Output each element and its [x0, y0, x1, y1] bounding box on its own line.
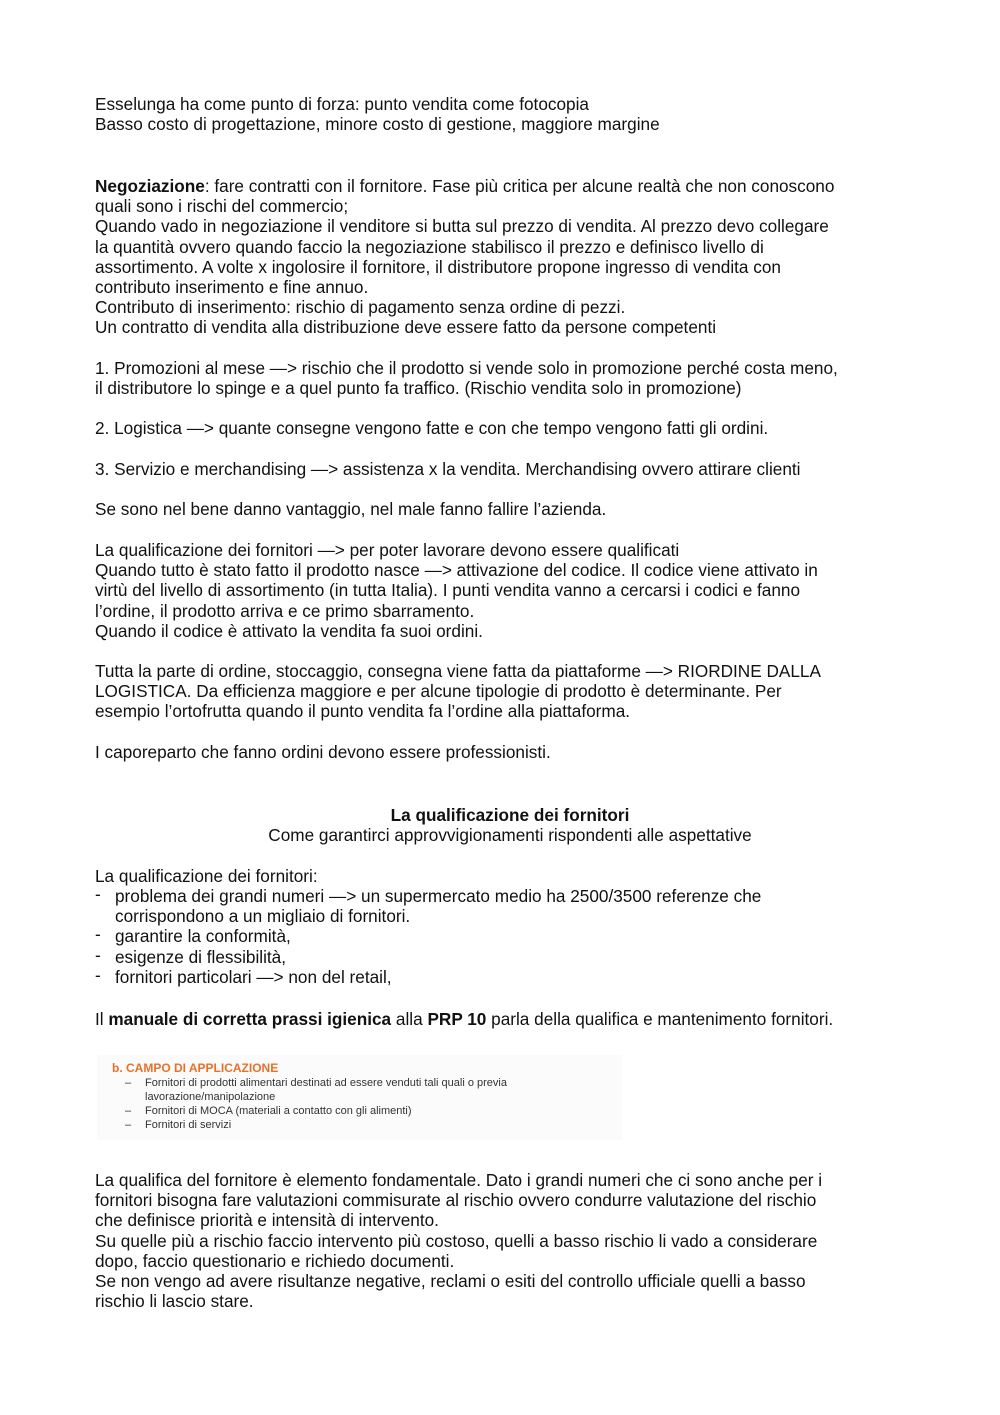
text-line: 3. Servizio e merchandising —> assistenza x la vendita. Merchandising ovvero attirare clienti [95, 459, 801, 479]
closing-paragraph [95, 1170, 925, 1311]
conclusion-paragraph [95, 499, 925, 519]
dash-bullet: – [125, 1077, 132, 1089]
manual-paragraph [95, 1009, 925, 1029]
text-line: esempio l’ortofrutta quando il punto vendita fa l’ordine alla piattaforma. [95, 701, 631, 722]
text-line: Se non vengo ad avere risultanze negative, reclami o esiti del controllo ufficiale quelli a basso [95, 1271, 806, 1292]
text-line: Un contratto di vendita alla distribuzione deve essere fatto da persone competenti [95, 317, 717, 338]
text-line: dopo, faccio questionario e richiedo documenti. [95, 1250, 455, 1271]
text-line: Tutta la parte di ordine, stoccaggio, consegna viene fatta da piattaforme —> RIORDINE DALLA [95, 661, 821, 681]
campo-applicazione-figure [97, 1055, 622, 1140]
intro-paragraph [95, 94, 925, 134]
negoziazione-paragraph [95, 176, 925, 338]
text-line: quali sono i rischi del commercio; [95, 196, 349, 217]
capo-paragraph [95, 742, 925, 762]
dash-bullet: – [125, 1119, 132, 1131]
text-line: l’ordine, il prodotto arriva e ce primo sbarramento. [95, 600, 475, 621]
text-line: esigenze di flessibilità, [115, 946, 287, 967]
text-line: Esselunga ha come punto di forza: punto vendita come fotocopia [95, 94, 589, 114]
negoziazione-definition: : fare contratti con il fornitore. Fase più critica per alcune realtà che non conoscono [204, 176, 835, 196]
dash-bullet: - [95, 924, 101, 945]
text-line: Il manuale di corretta prassi igienica alla PRP 10 parla della qualifica e mantenimento fornitori. [95, 1009, 834, 1029]
list-item [95, 944, 925, 967]
text-line: La qualificazione dei fornitori —> per poter lavorare devono essere qualificati [95, 540, 680, 560]
manual-name: manuale di corretta prassi igienica [108, 1009, 392, 1029]
text-line: Se sono nel bene danno vantaggio, nel male fanno fallire l’azienda. [95, 499, 607, 519]
qualification-list [95, 886, 925, 987]
text-line: virtù del livello di assortimento (in tutta Italia). I punti vendita vanno a cercarsi i codici e fanno [95, 580, 801, 601]
text-line: garantire la conformità, [115, 926, 291, 947]
ordine-paragraph [95, 661, 925, 722]
qualificazione-paragraph [95, 540, 925, 641]
figure-item-continuation: lavorazione/manipolazione [145, 1091, 276, 1103]
dash-bullet: - [95, 884, 101, 904]
text-line: problema dei grandi numeri —> un supermercato medio ha 2500/3500 referenze che [115, 886, 762, 906]
point-1-paragraph [95, 358, 925, 398]
text-line: 2. Logistica —> quante consegne vengono fatte e con che tempo vengono fatti gli ordini. [95, 418, 769, 438]
figure-item: – Fornitori di prodotti alimentari destinati ad essere venduti tali quali o previa [125, 1077, 507, 1089]
text-line: LOGISTICA. Da efficienza maggiore e per alcune tipologie di prodotto è determinante. Per [95, 681, 782, 702]
prp-reference: PRP 10 [427, 1009, 487, 1029]
text-line: Quando tutto è stato fatto il prodotto nasce —> attivazione del codice. Il codice viene attivato in [95, 560, 818, 581]
text-line: assortimento. A volte x ingolosire il fornitore, il distributore propone ingresso di vendita con [95, 256, 781, 277]
figure-item: – Fornitori di MOCA (materiali a contatto con gli alimenti) [125, 1105, 412, 1117]
text-line: contributo inserimento e fine annuo. [95, 277, 369, 298]
text-line: Basso costo di progettazione, minore costo di gestione, maggiore margine [95, 114, 660, 135]
list-item [95, 886, 925, 926]
point-3-paragraph [95, 459, 925, 479]
text-line: Contributo di inserimento: rischio di pagamento senza ordine di pezzi. [95, 297, 626, 318]
text-line: il distributore lo spinge e a quel punto fa traffico. (Rischio vendita solo in promozione) [95, 378, 742, 399]
dash-bullet: – [125, 1105, 132, 1117]
point-2-paragraph [95, 418, 925, 438]
text-line: La qualificazione dei fornitori: [95, 866, 318, 886]
text-line [95, 176, 925, 196]
section-subtitle: Come garantirci approvvigionamenti rispondenti alle aspettative [268, 825, 752, 846]
text-line: I caporeparto che fanno ordini devono essere professionisti. [95, 742, 551, 762]
text-line: che definisce priorità e intensità di intervento. [95, 1210, 439, 1231]
list-item [95, 926, 925, 946]
text-line: 1. Promozioni al mese —> rischio che il prodotto si vende solo in promozione perché costa meno, [95, 358, 838, 378]
section-heading [95, 805, 925, 845]
text-line: fornitori particolari —> non del retail, [115, 966, 392, 987]
text-line: fornitori bisogna fare valutazioni commisurate al rischio ovvero condurre valutazione del rischio [95, 1190, 817, 1211]
figure-title: b. CAMPO DI APPLICAZIONE [112, 1061, 279, 1075]
dash-bullet: - [95, 944, 101, 965]
text-line: corrispondono a un migliaio di fornitori. [115, 906, 411, 927]
negoziazione-term: Negoziazione [95, 176, 205, 196]
text-line: Quando il codice è attivato la vendita fa suoi ordini. [95, 620, 483, 641]
section-title: La qualificazione dei fornitori [390, 805, 630, 825]
text-line: Quando vado in negoziazione il venditore si butta sul prezzo di vendita. Al prezzo devo collegare [95, 216, 829, 237]
figure-item: – Fornitori di servizi [125, 1119, 232, 1131]
dash-bullet: - [95, 964, 101, 985]
list-heading [95, 866, 925, 886]
text-line: rischio li lascio stare. [95, 1291, 254, 1312]
text-line: la quantità ovvero quando faccio la negoziazione stabilisco il prezzo e definisco livello di [95, 236, 764, 257]
list-item [95, 964, 925, 987]
text-line: Su quelle più a rischio faccio intervento più costoso, quelli a basso rischio li vado a considerare [95, 1230, 818, 1251]
text-line: La qualifica del fornitore è elemento fondamentale. Dato i grandi numeri che ci sono anche per i [95, 1170, 823, 1190]
